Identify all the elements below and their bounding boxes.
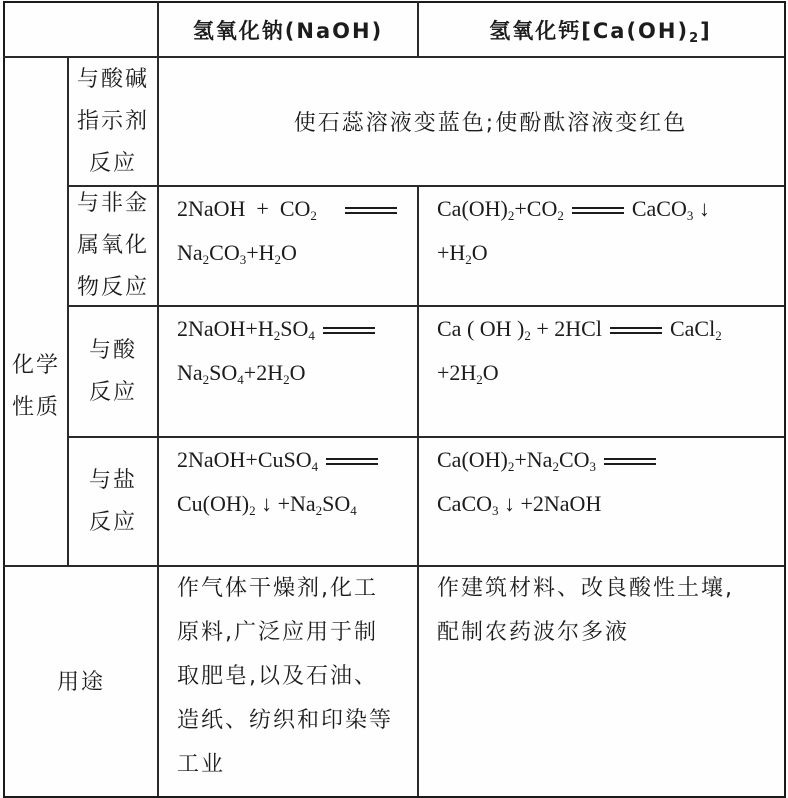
equation-line: $Ca(OH)_2+CO_2$ CaCO$_3$ ↓ [437, 196, 710, 223]
equation-line: Ca ( OH )$_2 + 2HCl$ CaCl$_2$ [437, 316, 722, 343]
header-naoh [159, 3, 417, 56]
equation-line: $Na_2CO_3+H_2O$ [177, 240, 297, 267]
row-label-salt: 与盐 反应 [88, 467, 137, 535]
naoh-nonmetal-oxide-equation [159, 187, 417, 305]
equation-line: 2NaOH + $CO_2$ [177, 187, 405, 231]
caoh2-uses: 作建筑材料、改良酸性土壤, 配制农药波尔多液 [437, 576, 734, 645]
equation-line: $Ca(OH)_2+Na_2CO_3$ [437, 438, 664, 482]
equation-line: $2NaOH+H_2SO_4$ [177, 307, 383, 351]
equals-sign [610, 327, 662, 334]
indicator-shared-cell: 使石蕊溶液变蓝色;使酚酞溶液变红色 [293, 111, 688, 136]
equation-line: $Cu(OH)_2$ ↓ $+Na_2SO_4$ [177, 491, 357, 518]
equals-sign [323, 327, 375, 334]
caoh2-salt-equation [419, 438, 782, 565]
equation-line: 2NaOH+CuSO$_4$ [177, 438, 386, 482]
row-label-indicator: 与酸碱 指示剂 反应 [76, 66, 149, 176]
row-label-acid: 与酸 反应 [88, 337, 137, 405]
equation-line: $+2H_2O$ [437, 360, 499, 387]
naoh-uses: 作气体干燥剂,化工 原料,广泛应用于制 取肥皂,以及石油、 造纸、纺织和印染等 工业 [177, 576, 394, 777]
equation-line: $Na_2SO_4+2H_2O$ [177, 360, 306, 387]
equals-sign [604, 458, 656, 465]
header-caoh2 [419, 3, 782, 56]
equation-line: CaCO$_3$ ↓ +2NaOH [437, 491, 602, 518]
equals-sign [572, 207, 624, 214]
naoh-salt-equation [159, 438, 417, 565]
row-label-uses: 用途 [56, 670, 105, 695]
equation-line: $+H_2O$ [437, 240, 488, 267]
header-naoh-text: 氢氧化钠(NaOH) [192, 18, 384, 43]
group-label-chemical-properties: 化学 性质 [11, 352, 60, 420]
caoh2-nonmetal-oxide-equation [419, 187, 782, 305]
row-label-nonmetal-oxide: 与非金 属氧化 物反应 [76, 191, 149, 300]
equals-sign [345, 207, 397, 214]
header-caoh2-text: 氢氧化钙$[Ca(OH)_2]$ [489, 18, 712, 46]
naoh-acid-equation [159, 307, 417, 436]
equals-sign [326, 458, 378, 465]
caoh2-acid-equation [419, 307, 782, 436]
